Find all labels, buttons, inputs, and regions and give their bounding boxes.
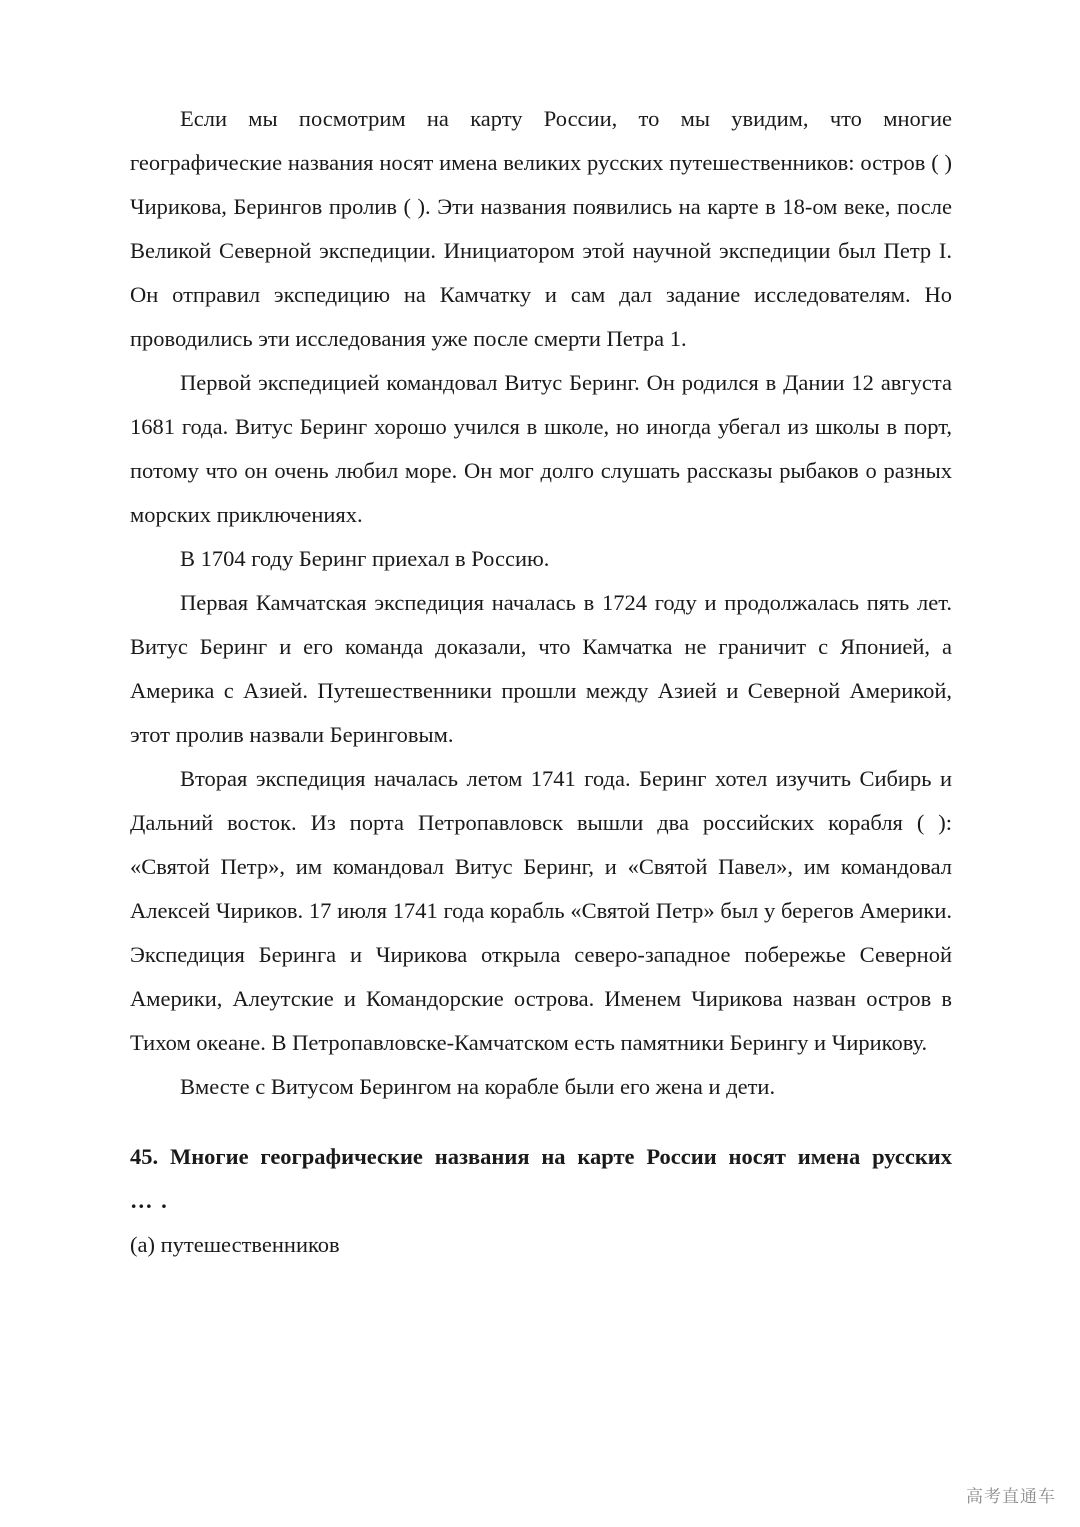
paragraph-3: В 1704 году Беринг приехал в Россию. bbox=[180, 546, 550, 571]
answer-option-a: (а) путешественников bbox=[130, 1232, 340, 1257]
paragraph-5: Вторая экспедиция началась летом 1741 года. Беринг хотел изучить Сибирь и Дальний восток. Из порта Петропавловск вышли два российских корабля ( ): «Святой Петр», им командовал Витус Беринг, и «Святой Павел», им командовал Алексей Чириков. 17 июля 1741 года корабль «Святой Петр» был у берегов Америки. Экспедиция Беринга и Чирикова открыла северо-западное побережье Северной Америки, Алеутские и Командорские острова. Именем Чирикова назван остров в Тихом океане. В Петропавловске-Камчатском есть памятники Берингу и Чирикову. bbox=[130, 766, 952, 1055]
question-45: 45. Многие географические названия на карте России носят имена русских … . bbox=[130, 1144, 952, 1213]
paragraph-2: Первой экспедицией командовал Витус Беринг. Он родился в Дании 12 августа 1681 года. Витус Беринг хорошо учился в школе, но иногда убегал из школы в порт, потому что он очень любил море. Он мог долго слушать рассказы рыбаков о разных морских приключениях. bbox=[130, 370, 952, 527]
watermark-text: 高考直通车 bbox=[966, 1487, 1056, 1507]
paragraph-6: Вместе с Витусом Берингом на корабле были его жена и дети. bbox=[180, 1074, 776, 1099]
document-page bbox=[130, 97, 952, 1267]
paragraph-4: Первая Камчатская экспедиция началась в 1724 году и продолжалась пять лет. Витус Беринг и его команда доказали, что Камчатка не граничит с Японией, а Америка с Азией. Путешественники прошли между Азией и Северной Америкой, этот пролив назвали Беринговым. bbox=[130, 590, 952, 747]
paragraph-1: Если мы посмотрим на карту России, то мы увидим, что многие географические названия носят имена великих русских путешественников: остров ( ) Чирикова, Берингов пролив ( ). Эти названия появились на карте в 18-ом веке, после Великой Северной экспедиции. Инициатором этой научной экспедиции был Петр I. Он отправил экспедицию на Камчатку и сам дал задание исследователям. Но проводились эти исследования уже после смерти Петра 1. bbox=[130, 106, 952, 351]
